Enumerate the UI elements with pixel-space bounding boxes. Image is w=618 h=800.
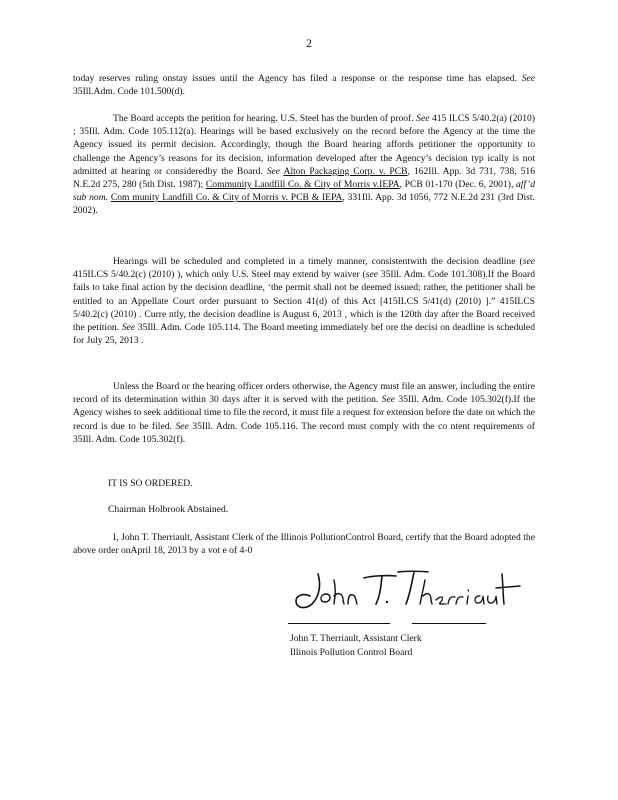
signature-block xyxy=(290,632,422,659)
paragraph-hearings-scheduled xyxy=(73,255,535,347)
text: 415ILCS 5/40.2(c) (2010) ), which only U.S. Steel may extend by waiver ( xyxy=(73,269,366,281)
text: Unless the Board or the hearing officer orders otherwise, the Agency must file an answer, including the entire record of its determination within 30 days after it is served with the petition. xyxy=(73,381,535,406)
signal-see: see xyxy=(365,269,378,281)
signature-lines xyxy=(288,623,488,624)
text: The Board accepts the petition for hearing. U.S. Steel has the burden of proof. xyxy=(113,113,414,124)
text: 35Ill. Adm. Code 105.114. The Board meeting immediately bef ore the decisi on deadline is scheduled for July 25, 2013 . xyxy=(73,322,535,347)
clerk-certification: I, John T. Therriault, Assistant Clerk of the Illinois PollutionControl Board, certify that the Board adopted the above order onApril 18, 2013 by a vot e of 4-0 xyxy=(73,532,535,557)
paragraph-hearing-accepted xyxy=(73,112,535,218)
citation: , PCB 01-170 (Dec. 6, 2001), xyxy=(399,179,514,191)
order-statement: IT IS SO ORDERED. xyxy=(108,478,193,489)
signatory-name-title: John T. Therriault, Assistant Clerk xyxy=(290,633,422,644)
abstention-note: Chairman Holbrook Abstained. xyxy=(108,504,229,515)
text: 35Ill. Adm. Code 105.116. The record must comply with the co ntent requirements of 35Ill. Adm. Code 105.302(f). xyxy=(73,420,535,445)
signal-see: See xyxy=(175,420,189,432)
case-name-alton: Alton Packaging Corp. v. PCB xyxy=(283,165,408,177)
text: 415 ILCS 5/40.2(a) (2010) ; 35Ill. Adm. Code 105.112(a). Hearings will be based exclusively on the record before the Agency at the time the Agency issued its permit decision. Accordingly, though the Board hearing affords petitioner the opportunity to challenge the Agency’s reasons for its decision, information developed after the Agency’s decision typ ically is not admitted at hearing or consideredby the Board. xyxy=(73,113,536,177)
paragraph-agency-answer xyxy=(73,380,535,446)
text: Hearings will be scheduled and completed in a timely manner, consistentwith the decision deadline ( xyxy=(113,256,523,267)
signature-line xyxy=(412,623,486,624)
text: 35Ill. Adm. Code 105.302(f).If the Agency wishes to seek additional time to file the record, it must file a request for extension before the date on which the record is due to be filed. xyxy=(73,394,535,432)
handwritten-signature xyxy=(288,566,528,616)
signal-affd: aff’d sub nom. xyxy=(73,179,535,204)
signal-see: See xyxy=(266,165,281,177)
text: 35Ill. Adm. Code 101.308).If the Board fails to take final action by the decision deadline, ‘the permit shall not be deemed issued; rather, the petitioner shall be entitled to an Appellate Court order pursuant to Section 41(d) of this Act [415ILCS 5/41(d) (2010) ].” 415ILCS 5/40.2(c) (2010) . Curre ntly, the decision deadline is August 6, 2013 , which is the 120th day after the Board received the petition. xyxy=(73,269,535,334)
signal-see: See xyxy=(121,322,136,334)
citation: 35Ill.Adm. Code 101.500(d). xyxy=(73,86,185,98)
signal-see: See xyxy=(416,113,430,124)
signal-see: See xyxy=(381,394,395,406)
case-name-community-landfill-pcb: Com munity Landfill Co. & City of Morris v. PCB & IEPA xyxy=(110,192,343,204)
page-number: 2 xyxy=(306,36,312,50)
citation: , 162Ill. App. 3d 731, 738, 516 N.E.2d 275, 280 (5th Dist. 1987); xyxy=(73,165,535,191)
signal-see: See xyxy=(521,73,536,84)
signatory-organization: Illinois Pollution Control Board xyxy=(290,646,413,658)
citation: , 331Ill. App. 3d 1056, 772 N.E.2d 231 (3rd Dist. 2002). xyxy=(73,192,535,217)
paragraph-stay-issues xyxy=(73,72,535,98)
text: today reserves ruling onstay issues until the Agency has filed a response or the response time has elapsed. xyxy=(73,73,518,84)
signal-see: see xyxy=(522,256,535,267)
signature-line xyxy=(288,623,390,624)
case-name-community-landfill: Community Landfill Co. & City of Morris v.IEPA xyxy=(205,179,400,191)
